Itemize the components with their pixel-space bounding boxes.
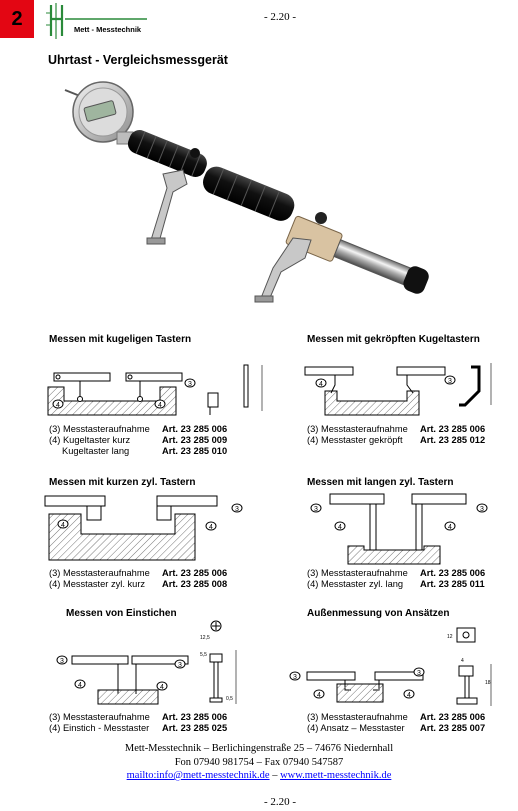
page-number-bottom: - 2.20 -: [264, 796, 297, 808]
label-3c: 3: [448, 378, 452, 385]
dim-c1: 4: [461, 658, 464, 664]
dim-c0: 18: [485, 680, 491, 686]
page-title: Uhrtast - Vergleichsmessgerät: [48, 53, 228, 67]
footer-address: Mett-Messtechnik – Berlichingenstraße 25 – 74676 Niedernhall: [124, 743, 394, 754]
label-3h: 3: [480, 506, 484, 513]
label-3e: 3: [235, 506, 239, 513]
label-4b: 4: [158, 402, 162, 409]
section-heading-shoulders: Außenmessung von Ansätzen: [307, 608, 450, 619]
chapter-badge: 2: [0, 0, 34, 38]
label-3k: 3: [293, 674, 297, 681]
section-heading-short-cyl: Messen mit kurzen zyl. Tastern: [49, 477, 196, 488]
section-heading-grooves: Messen von Einstichen: [66, 608, 177, 619]
label-4e: 4: [61, 522, 65, 529]
dim-a0: 12,5: [200, 635, 210, 641]
label-4j: 4: [160, 684, 164, 691]
email-link[interactable]: mailto:info@mett-messtechnik.de: [126, 770, 270, 781]
website-link[interactable]: www.mett-messtechnik.de: [280, 770, 392, 781]
label-4g: 4: [338, 524, 342, 531]
label-4h: 4: [448, 524, 452, 531]
section-heading-cranked: Messen mit gekröpften Kugeltastern: [307, 334, 480, 345]
diagram-shoulder-probes: [285, 620, 505, 712]
diagram-cranked-probes: [295, 355, 505, 423]
label-4f: 4: [209, 524, 213, 531]
label-4: 4: [56, 402, 60, 409]
section-heading-spherical: Messen mit kugeligen Tastern: [49, 334, 192, 345]
label-4i: 4: [78, 682, 82, 689]
label-4c: 4: [319, 381, 323, 388]
caption-shoulders: (3) Messtasteraufnahme Art. 23 285 006 (4) Ansatz – Messtaster Art. 23 285 007: [307, 712, 486, 733]
label-3: 3: [188, 381, 192, 388]
footer-sep: –: [269, 770, 281, 781]
caption-cranked: (3) Messtasteraufnahme Art. 23 285 006 (4) Messtaster gekröpft Art. 23 285 012: [307, 424, 486, 445]
diagram-groove-probes: [50, 620, 250, 712]
label-3g: 3: [314, 506, 318, 513]
diagram-spherical-probes: [40, 355, 280, 423]
bore-gauge-image: [55, 80, 445, 312]
diagram-short-cyl-probes: [35, 490, 260, 568]
label-3j: 3: [178, 662, 182, 669]
label-4k: 4: [317, 692, 321, 699]
logo-text: Mett - Messtechnik: [74, 25, 142, 34]
dim-b1: 12: [447, 634, 453, 640]
diagram-long-cyl-probes: [300, 490, 500, 568]
page-number-top: - 2.20 -: [264, 11, 297, 23]
caption-short-cyl: (3) Messtasteraufnahme Art. 23 285 006 (4) Messtaster zyl. kurz Art. 23 285 008: [49, 568, 228, 589]
caption-spherical: (3) Messtasteraufnahme Art. 23 285 006 (4) Kugeltaster kurz Art. 23 285 009 Kugeltaster lang Art. 23 285 010: [49, 424, 228, 456]
label-3i: 3: [60, 658, 64, 665]
label-4l: 4: [407, 692, 411, 699]
footer-phone: Fon 07940 981754 – Fax 07940 547587: [174, 756, 344, 768]
footer: [0, 742, 518, 783]
dim-a1: 5,5: [200, 652, 207, 658]
caption-long-cyl: (3) Messtasteraufnahme Art. 23 285 006 (4) Messtaster zyl. lang Art. 23 285 011: [307, 568, 486, 589]
caption-grooves: (3) Messtasteraufnahme Art. 23 285 006 (4) Einstich - Messtaster Art. 23 285 025: [49, 712, 228, 733]
dim-a2: 0,5: [226, 696, 233, 702]
section-heading-long-cyl: Messen mit langen zyl. Tastern: [307, 477, 454, 488]
label-3l: 3: [417, 670, 421, 677]
footer-links: [0, 769, 518, 783]
